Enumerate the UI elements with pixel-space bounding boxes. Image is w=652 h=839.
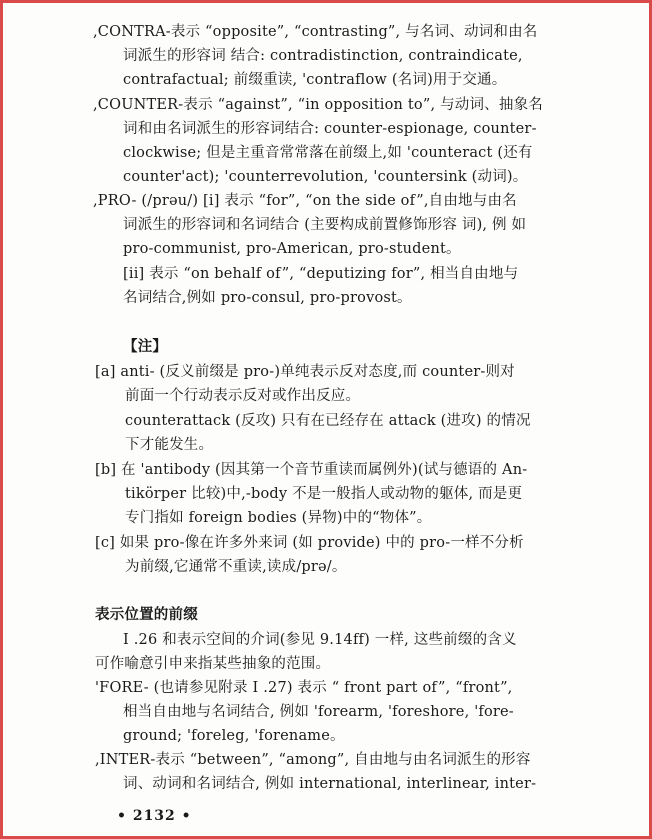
entry-line: 词、动词和名词结合, 例如 international, interlinear, inter-	[123, 776, 537, 792]
section-heading: 表示位置的前缀	[95, 606, 198, 623]
entry-line: ,CONTRA-表示 “opposite”, “contrasting”, 与名词、动词和由名	[93, 24, 538, 40]
note-item-line: 专门指如 foreign bodies (异物)中的“物体”。	[125, 510, 432, 526]
entry-line: pro-communist, pro-American, pro-student。	[123, 241, 461, 257]
entry-line: 'FORE- (也请参见附录 I .27) 表示 “ front part of”, “front”,	[95, 680, 513, 696]
note-item-line: tikörper 比较)中,-body 不是一般指人或动物的躯体, 而是更	[125, 486, 523, 502]
note-item-line: [c] 如果 pro-像在许多外来词 (如 provide) 中的 pro-一样不分析	[95, 535, 524, 551]
note-item-line: 为前缀,它通常不重读,读成/prə/。	[125, 559, 347, 575]
entry-line: [ii] 表示 “on behalf of”, “deputizing for”, 相当自由地与	[123, 266, 519, 282]
note-item-line: 下才能发生。	[125, 437, 214, 453]
entry-line: clockwise; 但是主重音常常落在前缀上,如 'counteract (还有	[123, 145, 533, 161]
entry-line: ,COUNTER-表示 “against”, “in opposition to”, 与动词、抽象名	[93, 97, 543, 113]
entry-line: counter'act); 'counterrevolution, 'countersink (动词)。	[123, 169, 528, 185]
entry-line: ,INTER-表示 “between”, “among”, 自由地与由名词派生的形容	[95, 752, 531, 768]
entry-line: 相当自由地与名词结合, 例如 'forearm, 'foreshore, 'fore-	[123, 704, 514, 720]
entry-line: contrafactual; 前缀重读, 'contraflow (名词)用于交通。	[123, 72, 507, 88]
note-item-line: 前面一个行动表示反对或作出反应。	[125, 388, 361, 404]
note-item-line: [b] 在 'antibody (因其第一个音节重读而属例外)(试与德语的 An-	[95, 462, 528, 478]
entry-line: 词派生的形容词和名词结合 (主要构成前置修饰形容 词), 例 如	[123, 217, 527, 233]
entry-line: ground; 'foreleg, 'forename。	[123, 728, 345, 744]
entry-line: 词派生的形容词 结合: contradistinction, contraindicate,	[123, 48, 523, 64]
note-item-line: [a] anti- (反义前缀是 pro-)单纯表示反对态度,而 counter-则对	[95, 364, 515, 380]
entry-line: ,PRO- (/prəu/) [i] 表示 “for”, “on the side of”,自由地与由名	[93, 193, 517, 209]
section-intro-line: I .26 和表示空间的介词(参见 9.14ff) 一样, 这些前缀的含义	[123, 632, 517, 648]
note-item-line: counterattack (反攻) 只有在已经存在 attack (进攻) 的情况	[125, 413, 531, 429]
note-heading: 【注】	[123, 338, 168, 355]
entry-line: 名词结合,例如 pro-consul, pro-provost。	[123, 290, 412, 306]
section-intro-line: 可作喻意引申来指某些抽象的范围。	[95, 656, 331, 672]
page-number: • 2132 •	[117, 808, 192, 824]
entry-line: 词和由名词派生的形容词结合: counter-espionage, counter-	[123, 121, 537, 137]
